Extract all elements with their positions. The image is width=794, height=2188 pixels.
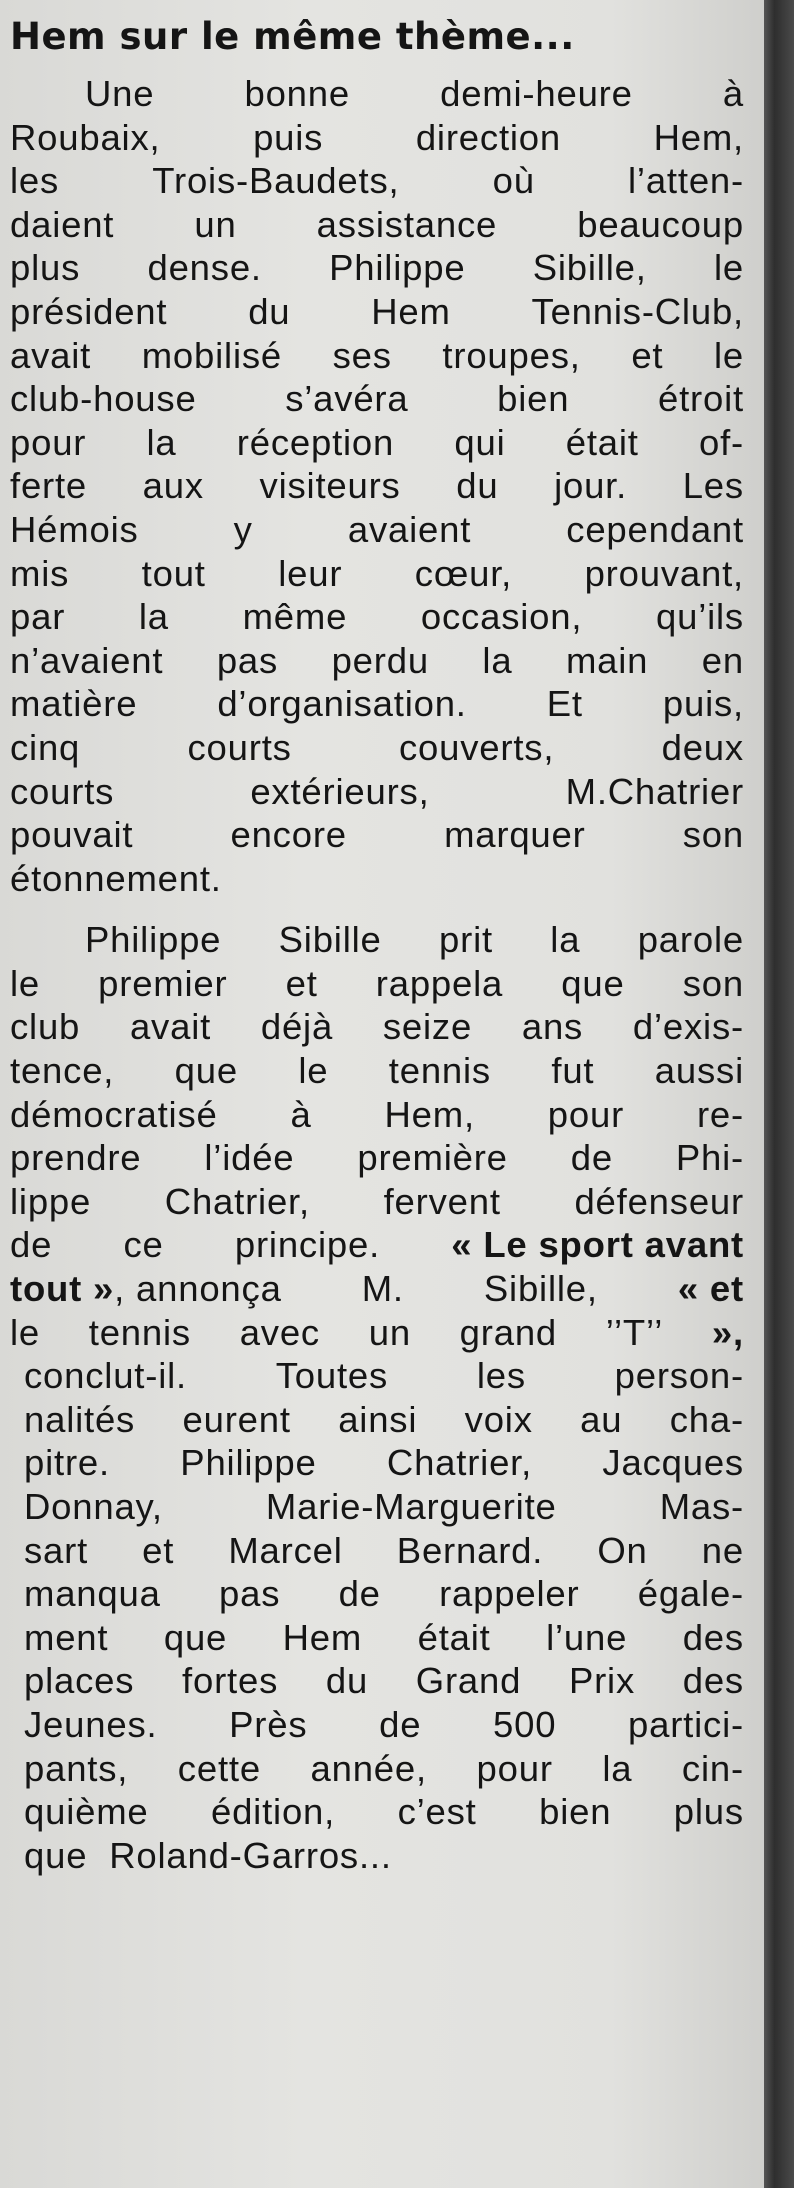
text-line: Philippe Sibille prit la parole	[85, 919, 744, 961]
text-line: matière d’organisation. Et puis,	[10, 683, 744, 725]
text-line: de ce principe. « Le sport avant	[10, 1224, 744, 1266]
text-line: que Roland-Garros...	[24, 1834, 392, 1876]
text-line: manqua pas de rappeler égale-	[24, 1573, 744, 1615]
text-line: par la même occasion, qu’ils	[10, 596, 744, 638]
text-line: pants, cette année, pour la cin-	[24, 1747, 744, 1789]
text-line: ferte aux visiteurs du jour. Les	[10, 465, 744, 507]
text-line: pour la réception qui était of-	[10, 421, 744, 463]
text-line: Roubaix, puis direction Hem,	[10, 116, 744, 158]
text-line: avait mobilisé ses troupes, et le	[10, 334, 744, 376]
text-line: n’avaient pas perdu la main en	[10, 639, 744, 681]
text-line: pitre. Philippe Chatrier, Jacques	[24, 1442, 744, 1484]
text-line: courts extérieurs, M.Chatrier	[10, 770, 744, 812]
text-line: les Trois-Baudets, où l’atten-	[10, 160, 744, 202]
text-line: conclut-il. Toutes les person-	[24, 1355, 744, 1397]
text-line: tence, que le tennis fut aussi	[10, 1050, 744, 1092]
text-line: ment que Hem était l’une des	[24, 1616, 744, 1658]
text-line: tout », annonça M. Sibille, « et	[10, 1268, 744, 1310]
text-line: président du Hem Tennis-Club,	[10, 290, 744, 332]
text-line: prendre l’idée première de Phi-	[10, 1137, 744, 1179]
text-line: le tennis avec un grand ’’T’’ »,	[10, 1311, 744, 1353]
paragraph-1	[10, 72, 744, 900]
text-line: sart et Marcel Bernard. On ne	[24, 1529, 744, 1571]
text-line: étonnement.	[10, 857, 222, 899]
text-line: nalités eurent ainsi voix au cha-	[24, 1398, 744, 1440]
text-line: pouvait encore marquer son	[10, 814, 744, 856]
text-line: places fortes du Grand Prix des	[24, 1660, 744, 1702]
paragraph-2	[10, 918, 744, 1877]
text-line: plus dense. Philippe Sibille, le	[10, 247, 744, 289]
article-title: Hem sur le même thème...	[10, 15, 575, 58]
text-line: daient un assistance beaucoup	[10, 203, 744, 245]
text-line: lippe Chatrier, fervent défenseur	[10, 1180, 744, 1222]
text-line: cinq courts couverts, deux	[10, 726, 744, 768]
text-line: club avait déjà seize ans d’exis-	[10, 1006, 744, 1048]
text-line: Jeunes. Près de 500 partici-	[24, 1703, 744, 1745]
text-line: Hémois y avaient cependant	[10, 508, 744, 550]
text-line: Une bonne demi-heure à	[85, 73, 744, 114]
text-line: Donnay, Marie-Marguerite Mas-	[24, 1486, 744, 1527]
text-line: club-house s’avéra bien étroit	[10, 378, 744, 420]
text-line: démocratisé à Hem, pour re-	[10, 1093, 744, 1135]
text-line: quième édition, c’est bien plus	[24, 1791, 744, 1833]
dark-background-edge	[764, 0, 794, 2188]
text-line: le premier et rappela que son	[10, 962, 744, 1004]
text-line: mis tout leur cœur, prouvant,	[10, 552, 744, 594]
